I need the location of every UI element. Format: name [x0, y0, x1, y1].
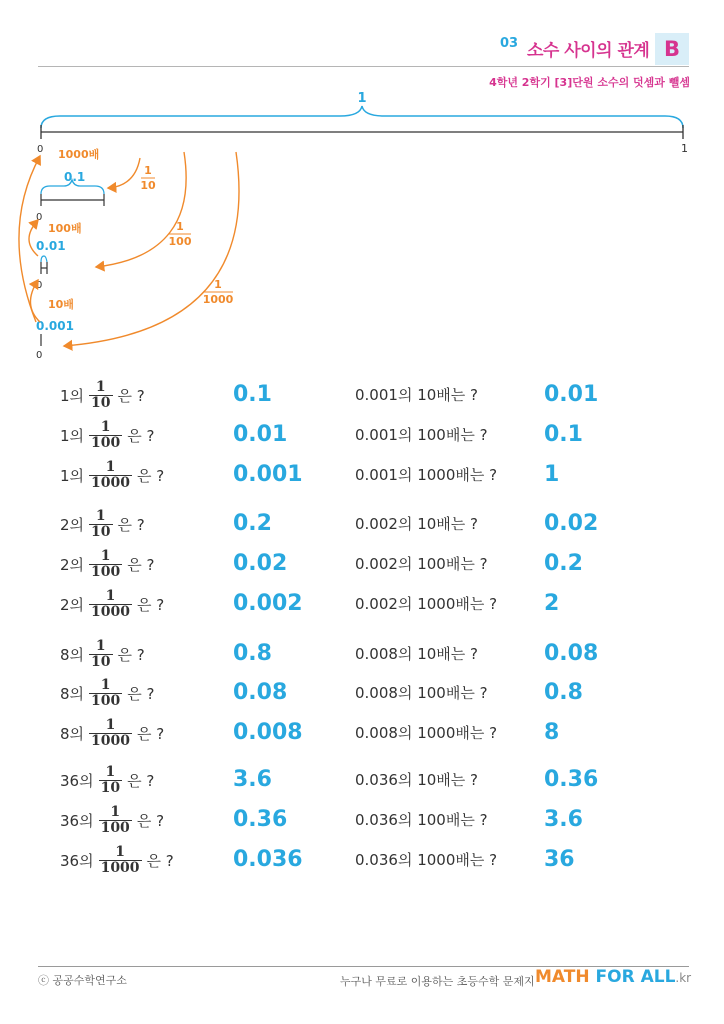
- fraction-denominator: 100: [91, 692, 121, 709]
- unit-subtitle: 4학년 2학기 [3]단원 소수의 덧셈과 뺄셈: [489, 76, 690, 89]
- suffix-text: 은 ?: [117, 386, 145, 405]
- fraction-denominator: 1000: [91, 732, 131, 749]
- suffix-text: 은 ?: [127, 684, 155, 703]
- answer-right: 2: [544, 591, 560, 616]
- suffix-text: 은 ?: [127, 426, 155, 445]
- fraction: [99, 845, 142, 876]
- base-text: 1의: [60, 426, 85, 445]
- top-brace-label: 1: [357, 91, 367, 106]
- fraction-denominator: 10: [91, 394, 111, 411]
- question-left: [60, 637, 145, 671]
- fraction: [89, 639, 112, 670]
- fraction-denominator: 100: [100, 819, 130, 836]
- fraction: [89, 380, 112, 411]
- answer-right: 0.2: [544, 551, 583, 576]
- answer-right: 3.6: [544, 807, 583, 832]
- fraction-numerator: 1: [95, 507, 106, 524]
- fraction-numerator: 1: [115, 843, 125, 860]
- suffix-text: 은 ?: [117, 645, 145, 664]
- question-left: [60, 587, 164, 621]
- suffix-text: 은 ?: [136, 811, 165, 830]
- answer-right: 8: [544, 720, 560, 745]
- fraction-denominator: 100: [91, 434, 121, 451]
- fraction-numerator: 1: [105, 763, 116, 780]
- answer-left: 3.6: [233, 767, 272, 792]
- fraction-numerator: 1: [105, 458, 116, 475]
- question-left: [60, 676, 155, 710]
- fraction: [89, 509, 112, 540]
- base-text: 8의: [60, 684, 85, 703]
- seg2-zero-label: 0: [36, 280, 43, 291]
- fraction: [99, 805, 132, 836]
- frac10-den: 10: [140, 179, 156, 192]
- question-left: [60, 418, 155, 452]
- suffix-text: 은 ?: [137, 466, 165, 485]
- suffix-text: 은 ?: [117, 515, 145, 534]
- question-left: [60, 507, 145, 541]
- arrow-div10: [108, 158, 140, 188]
- mult-1000-label: 1000배: [58, 148, 100, 161]
- suffix-text: 은 ?: [146, 851, 174, 870]
- answer-right: 1: [544, 462, 560, 487]
- question-right: 0.002의 1000배는 ?: [355, 595, 498, 613]
- decimal-relation-diagram: [0, 90, 724, 370]
- frac100-num: 1: [176, 220, 184, 233]
- frac1000-num: 1: [214, 278, 222, 291]
- question-right: 0.008의 1000배는 ?: [355, 724, 498, 742]
- answer-right: 0.8: [544, 680, 583, 705]
- fraction: [89, 718, 132, 749]
- question-left: [60, 843, 174, 877]
- answer-left: 0.008: [233, 720, 303, 745]
- fraction-denominator: 1000: [100, 859, 140, 876]
- footer-slogan: 누구나 무료로 이용하는 초등수학 문제지: [340, 975, 535, 988]
- mult-100-label: 100배: [48, 222, 82, 235]
- suffix-text: 은 ?: [137, 724, 165, 743]
- question-right: 0.008의 100배는 ?: [355, 684, 488, 702]
- answer-right: 0.01: [544, 382, 599, 407]
- frac100-den: 100: [168, 235, 192, 248]
- frac10-num: 1: [144, 164, 152, 177]
- base-text: 2의: [60, 555, 85, 574]
- fraction-denominator: 10: [91, 653, 111, 670]
- logo-kr: .kr: [675, 971, 692, 985]
- fraction: [89, 460, 132, 491]
- question-left: [60, 763, 154, 797]
- answer-right: 36: [544, 847, 575, 872]
- fraction-numerator: 1: [100, 418, 111, 435]
- hundredth-label: 0.01: [36, 239, 66, 253]
- answer-right: 0.02: [544, 511, 599, 536]
- question-left: [60, 378, 145, 412]
- fraction: [89, 420, 122, 451]
- top-brace: [41, 106, 683, 128]
- tenth-label: 0.1: [64, 170, 86, 184]
- fraction: [89, 678, 122, 709]
- line-one-label: 1: [681, 142, 688, 155]
- fraction-numerator: 1: [100, 547, 111, 564]
- arrow-div100: [96, 152, 186, 267]
- question-right: 0.002의 100배는 ?: [355, 555, 488, 573]
- line-zero-label: 0: [37, 144, 44, 155]
- answer-left: 0.8: [233, 641, 272, 666]
- fraction-denominator: 1000: [91, 603, 131, 620]
- question-right: 0.036의 100배는 ?: [355, 811, 488, 829]
- fraction-denominator: 1000: [91, 474, 131, 491]
- base-text: 36의: [60, 811, 94, 830]
- site-logo[interactable]: [535, 967, 691, 987]
- thousandth-label: 0.001: [36, 319, 74, 333]
- page-title: 소수 사이의 관계: [527, 41, 650, 61]
- question-right: 0.036의 10배는 ?: [355, 771, 478, 789]
- answer-left: 0.1: [233, 382, 272, 407]
- base-text: 1의: [60, 466, 85, 485]
- answer-left: 0.01: [233, 422, 288, 447]
- question-right: 0.001의 10배는 ?: [355, 386, 478, 404]
- fraction: [89, 589, 132, 620]
- lesson-number: 03: [500, 36, 519, 51]
- base-text: 2의: [60, 595, 85, 614]
- fraction: [99, 765, 122, 796]
- level-badge: B: [655, 33, 689, 65]
- mult-10-label: 10배: [48, 298, 74, 311]
- answer-right: 0.36: [544, 767, 599, 792]
- frac1000-den: 1000: [202, 293, 234, 306]
- header-divider: [38, 66, 689, 67]
- question-right: 0.001의 1000배는 ?: [355, 466, 498, 484]
- suffix-text: 은 ?: [127, 555, 155, 574]
- answer-left: 0.002: [233, 591, 303, 616]
- answer-right: 0.08: [544, 641, 599, 666]
- base-text: 36의: [60, 771, 94, 790]
- base-text: 2의: [60, 515, 85, 534]
- base-text: 8의: [60, 645, 85, 664]
- question-left: [60, 458, 164, 492]
- fraction-numerator: 1: [100, 676, 111, 693]
- question-right: 0.002의 10배는 ?: [355, 515, 478, 533]
- fraction-denominator: 10: [100, 779, 121, 796]
- answer-left: 0.036: [233, 847, 303, 872]
- answer-right: 0.1: [544, 422, 583, 447]
- answer-left: 0.08: [233, 680, 288, 705]
- question-left: [60, 803, 164, 837]
- fraction-numerator: 1: [105, 716, 116, 733]
- base-text: 8의: [60, 724, 85, 743]
- suffix-text: 은 ?: [137, 595, 165, 614]
- logo-forall: FOR ALL: [595, 967, 676, 987]
- logo-math: MATH: [535, 967, 590, 987]
- fraction-numerator: 1: [95, 637, 106, 654]
- answer-left: 0.001: [233, 462, 303, 487]
- answer-left: 0.36: [233, 807, 288, 832]
- question-right: 0.036의 1000배는 ?: [355, 851, 498, 869]
- fraction-denominator: 100: [91, 563, 121, 580]
- fraction-denominator: 10: [91, 523, 111, 540]
- answer-left: 0.02: [233, 551, 288, 576]
- fraction-numerator: 1: [95, 378, 106, 395]
- suffix-text: 은 ?: [127, 771, 155, 790]
- question-left: [60, 547, 155, 581]
- fraction: [89, 549, 122, 580]
- question-left: [60, 716, 164, 750]
- seg1-zero-label: 0: [36, 212, 43, 223]
- answer-left: 0.2: [233, 511, 272, 536]
- fraction-numerator: 1: [105, 587, 116, 604]
- question-right: 0.008의 10배는 ?: [355, 645, 478, 663]
- base-text: 1의: [60, 386, 85, 405]
- base-text: 36의: [60, 851, 94, 870]
- fraction-numerator: 1: [110, 803, 121, 820]
- question-right: 0.001의 100배는 ?: [355, 426, 488, 444]
- copyright: ⓒ 공공수학연구소: [38, 974, 127, 987]
- seg3-zero-label: 0: [36, 350, 43, 361]
